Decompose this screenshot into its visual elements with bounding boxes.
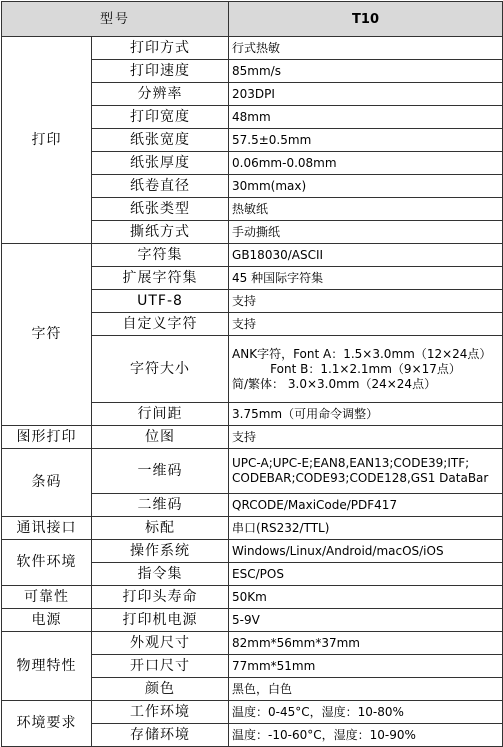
value-paper-thickness: 0.06mm-0.08mm [229,152,503,175]
param-printer-power: 打印机电源 [92,609,229,632]
value-print-method: 行式热敏 [229,37,503,60]
barcode-1d-line-2: CODEBAR;CODE93;CODE128,GS1 DataBar [232,471,489,485]
category-software: 软件环境 [2,540,92,586]
value-os: Windows/Linux/Android/macOS/iOS [229,540,503,563]
param-resolution: 分辨率 [92,83,229,106]
value-standard: 串口(RS232/TTL) [229,517,503,540]
param-char-size: 字符大小 [92,336,229,403]
param-charset: 字符集 [92,244,229,267]
char-size-line-1: ANK字符，Font A：1.5×3.0mm（12×24点） [232,346,492,361]
param-command-set: 指令集 [92,563,229,586]
value-barcode-1d [229,449,503,494]
table-row [2,540,503,563]
value-paper-type: 热敏纸 [229,198,503,221]
table-row [2,244,503,267]
value-charset: GB18030/ASCII [229,244,503,267]
category-comm: 通讯接口 [2,517,92,540]
value-ext-charset: 45 种国际字符集 [229,267,503,290]
value-custom-chars: 支持 [229,313,503,336]
table-row [2,609,503,632]
value-dimensions: 82mm*56mm*37mm [229,632,503,655]
category-reliability: 可靠性 [2,586,92,609]
param-custom-chars: 自定义字符 [92,313,229,336]
table-row [2,449,503,494]
param-tear-method: 撕纸方式 [92,221,229,244]
value-roll-diameter: 30mm(max) [229,175,503,198]
table-row [2,426,503,449]
param-working-env: 工作环境 [92,701,229,724]
value-storage-env: 温度：-10-60°C，湿度：10-90% [229,724,503,747]
value-bitmap: 支持 [229,426,503,449]
char-size-line-2: Font B：1.1×2.1mm（9×17点） [232,361,461,376]
param-color: 颜色 [92,678,229,701]
value-utf8: 支持 [229,290,503,313]
value-color: 黑色，白色 [229,678,503,701]
param-paper-type: 纸张类型 [92,198,229,221]
value-barcode-2d: QRCODE/MaxiCode/PDF417 [229,494,503,517]
param-paper-thickness: 纸张厚度 [92,152,229,175]
value-opening: 77mm*51mm [229,655,503,678]
category-graphics: 图形打印 [2,426,92,449]
value-resolution: 203DPI [229,83,503,106]
param-print-method: 打印方式 [92,37,229,60]
param-storage-env: 存储环境 [92,724,229,747]
param-barcode-1d: 一维码 [92,449,229,494]
table-header-row [2,2,503,37]
param-line-spacing: 行间距 [92,403,229,426]
value-command-set: ESC/POS [229,563,503,586]
param-os: 操作系统 [92,540,229,563]
param-bitmap: 位图 [92,426,229,449]
value-working-env: 温度：0-45°C，湿度：10-80% [229,701,503,724]
param-barcode-2d: 二维码 [92,494,229,517]
value-paper-width: 57.5±0.5mm [229,129,503,152]
category-barcode: 条码 [2,449,92,517]
param-print-speed: 打印速度 [92,60,229,83]
value-head-life: 50Km [229,586,503,609]
category-chars: 字符 [2,244,92,426]
table-row [2,586,503,609]
category-physical: 物理特性 [2,632,92,701]
param-utf8: UTF-8 [92,290,229,313]
spec-table [1,1,503,747]
param-head-life: 打印头寿命 [92,586,229,609]
param-roll-diameter: 纸卷直径 [92,175,229,198]
char-size-line-3: 简/繁体： 3.0×3.0mm（24×24点） [232,376,437,391]
param-opening: 开口尺寸 [92,655,229,678]
value-print-width: 48mm [229,106,503,129]
value-print-speed: 85mm/s [229,60,503,83]
param-dimensions: 外观尺寸 [92,632,229,655]
param-paper-width: 纸张宽度 [92,129,229,152]
header-model-value: T10 [229,2,503,37]
header-model-label: 型号 [2,2,229,37]
value-printer-power: 5-9V [229,609,503,632]
table-row [2,517,503,540]
category-environment: 环境要求 [2,701,92,747]
table-row [2,701,503,724]
value-tear-method: 手动撕纸 [229,221,503,244]
param-ext-charset: 扩展字符集 [92,267,229,290]
category-power: 电源 [2,609,92,632]
value-line-spacing: 3.75mm（可用命令调整） [229,403,503,426]
param-standard: 标配 [92,517,229,540]
barcode-1d-line-1: UPC-A;UPC-E;EAN8,EAN13;CODE39;ITF; [232,456,470,470]
table-row [2,37,503,60]
param-print-width: 打印宽度 [92,106,229,129]
category-print: 打印 [2,37,92,244]
table-row [2,632,503,655]
value-char-size [229,336,503,403]
